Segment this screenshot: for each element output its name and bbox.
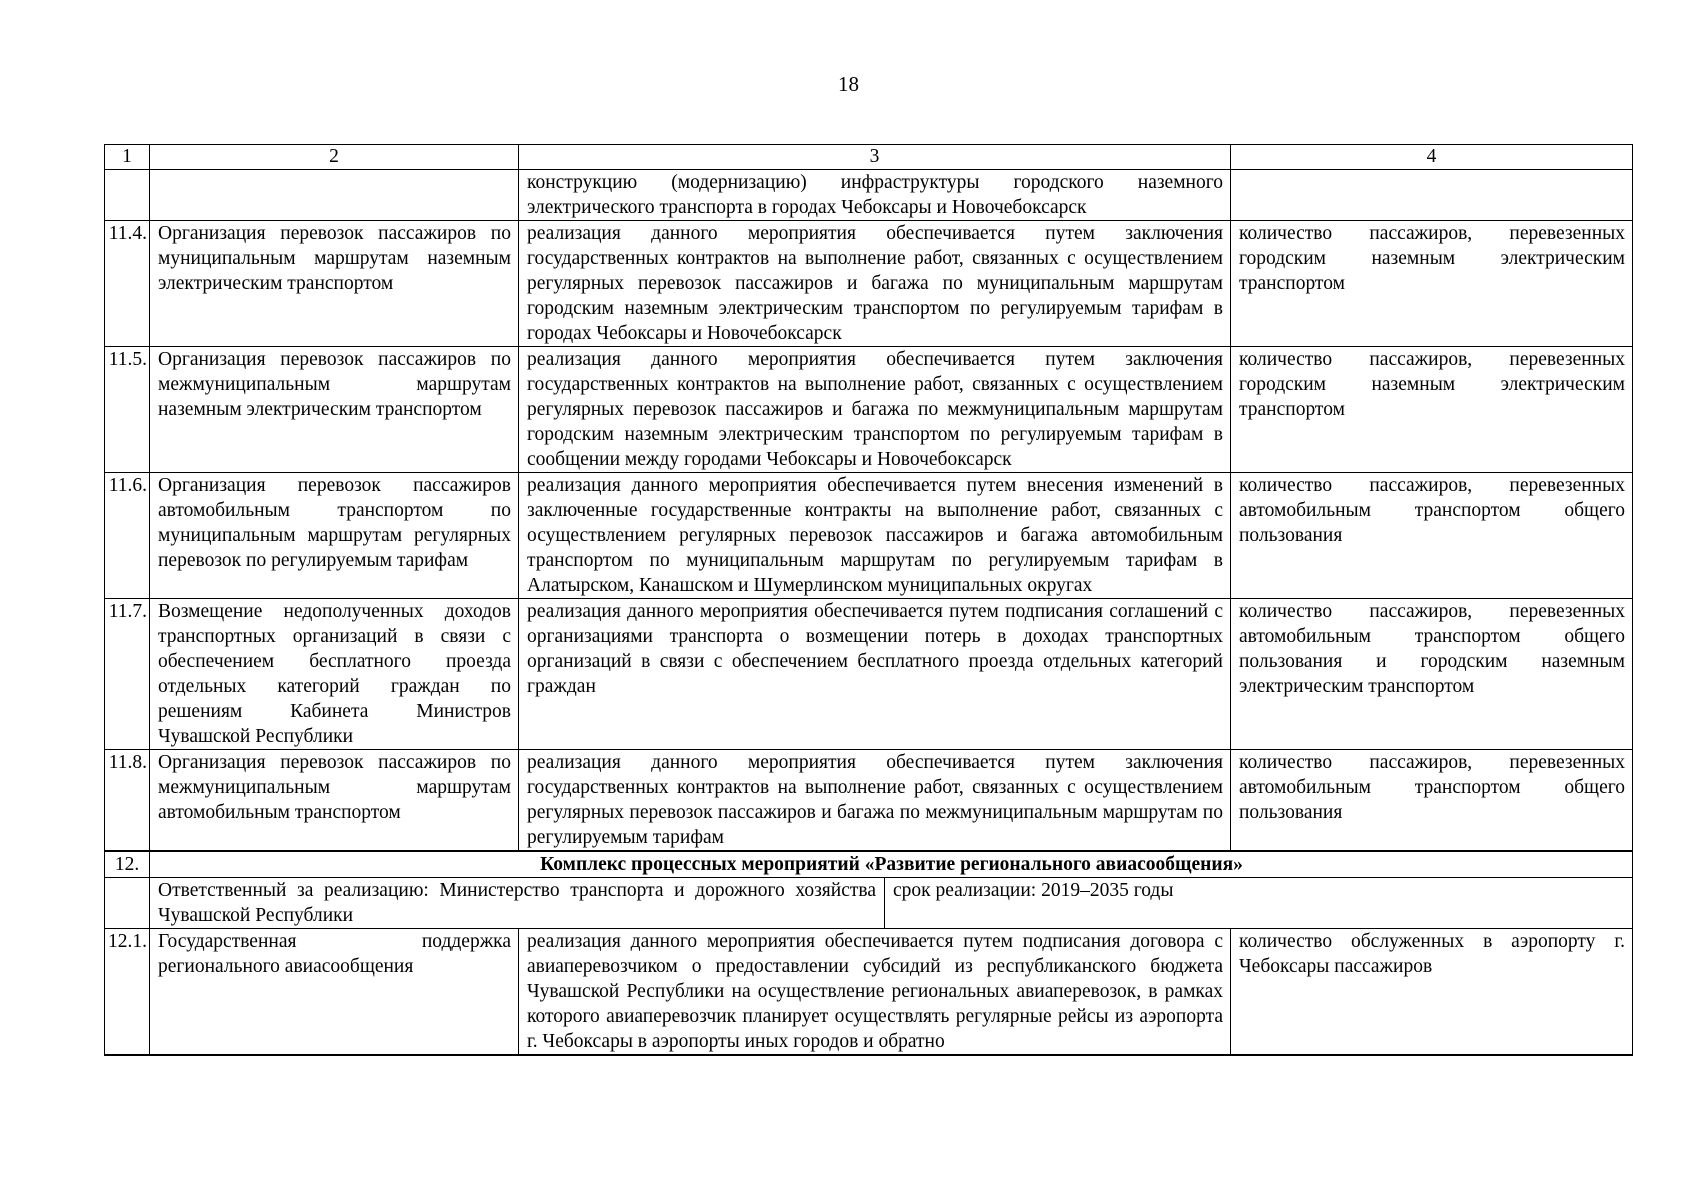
measure-indicator: количество пассажиров, перевезенных городским наземным электрическим транспортом	[1231, 347, 1633, 473]
measure-name: Организация перевозок пассажиров по межмуниципальным маршрутам автомобильным транспортом	[150, 750, 519, 852]
row-number: 11.8.	[105, 750, 150, 852]
measure-indicator: количество обслуженных в аэропорту г. Чебоксары пассажиров	[1231, 929, 1633, 1056]
measure-indicator: количество пассажиров, перевезенных автомобильным транспортом общего пользования и городским наземным электрическим транспортом	[1231, 599, 1633, 750]
row-number: 11.4.	[105, 221, 150, 347]
measure-name: Государственная поддержка регионального авиасообщения	[150, 929, 519, 1056]
measure-description: реализация данного мероприятия обеспечивается путем подписания договора с авиаперевозчиком о предоставлении субсидий из республиканского бюджета Чувашской Республики на осуществление региональных авиаперевозок, в рамках которого авиаперевозчик планирует осуществлять регулярные рейсы из аэропорта г. Чебоксары в аэропорты иных городов и обратно	[519, 929, 1231, 1056]
measure-description: реализация данного мероприятия обеспечивается путем заключения государственных контрактов на выполнение работ, связанных с осуществлением регулярных перевозок пассажиров и багажа по межмуниципальным маршрутам по регулируемым тарифам	[519, 750, 1231, 852]
table-row	[105, 473, 1633, 599]
measure-indicator: количество пассажиров, перевезенных автомобильным транспортом общего пользования	[1231, 750, 1633, 852]
measures-table	[104, 144, 1633, 1056]
measure-description: реализация данного мероприятия обеспечивается путем внесения изменений в заключенные государственные контракты на выполнение работ, связанных с осуществлением регулярных перевозок пассажиров и багажа автомобильным транспортом по муниципальным маршрутам по регулируемым тарифам в Алатырском, Канашском и Шумерлинском муниципальных округах	[519, 473, 1231, 599]
column-header-1: 1	[105, 145, 150, 170]
section-header-row	[105, 851, 1633, 878]
measure-indicator: количество пассажиров, перевезенных городским наземным электрическим транспортом	[1231, 221, 1633, 347]
row-number: 11.6.	[105, 473, 150, 599]
row-number	[105, 878, 150, 929]
table-header-row	[105, 145, 1633, 170]
measure-name	[150, 170, 519, 221]
table-row	[105, 599, 1633, 750]
table-row	[105, 221, 1633, 347]
table-row	[105, 347, 1633, 473]
measure-name: Организация перевозок пассажиров по муниципальным маршрутам наземным электрическим транспортом	[150, 221, 519, 347]
row-number: 11.7.	[105, 599, 150, 750]
measure-description: реализация данного мероприятия обеспечивается путем заключения государственных контрактов на выполнение работ, связанных с осуществлением регулярных перевозок пассажиров и багажа по межмуниципальным маршрутам городским наземным электрическим транспортом по регулируемым тарифам в сообщении между городами Чебоксары и Новочебоксарск	[519, 347, 1231, 473]
row-number: 12.1.	[105, 929, 150, 1056]
section-number: 12.	[105, 851, 150, 878]
column-header-4: 4	[1231, 145, 1633, 170]
section-responsible-row	[105, 878, 1633, 929]
page-number: 18	[838, 72, 859, 96]
section-term: срок реализации: 2019–2035 годы	[893, 880, 1174, 901]
table-row	[105, 929, 1633, 1056]
row-number	[105, 170, 150, 221]
measure-indicator: количество пассажиров, перевезенных автомобильным транспортом общего пользования	[1231, 473, 1633, 599]
measure-name: Возмещение недополученных доходов транспортных организаций в связи с обеспечением бесплатного проезда отдельных категорий граждан по решениям Кабинета Министров Чувашской Республики	[150, 599, 519, 750]
measure-description: реализация данного мероприятия обеспечивается путем заключения государственных контрактов на выполнение работ, связанных с осуществлением регулярных перевозок пассажиров и багажа по муниципальным маршрутам городским наземным электрическим транспортом по регулируемым тарифам в городах Чебоксары и Новочебоксарск	[519, 221, 1231, 347]
measure-indicator	[1231, 170, 1633, 221]
column-header-3: 3	[519, 145, 1231, 170]
responsible-cell	[150, 878, 1633, 929]
table-row	[105, 750, 1633, 852]
measure-description: реализация данного мероприятия обеспечивается путем подписания соглашений с организациями транспорта о возмещении потерь в доходах транспортных организаций в связи с обеспечением бесплатного проезда отдельных категорий граждан	[519, 599, 1231, 750]
column-header-2: 2	[150, 145, 519, 170]
measure-description: конструкцию (модернизацию) инфраструктуры городского наземного электрического транспорта в городах Чебоксары и Новочебоксарск	[519, 170, 1231, 221]
table-row-continuation	[105, 170, 1633, 221]
measure-name: Организация перевозок пассажиров по межмуниципальным маршрутам наземным электрическим транспортом	[150, 347, 519, 473]
section-responsible: Ответственный за реализацию: Министерство транспорта и дорожного хозяйства Чувашской Республики	[150, 878, 885, 928]
measure-name: Организация перевозок пассажиров автомобильным транспортом по муниципальным маршрутам регулярных перевозок по регулируемым тарифам	[150, 473, 519, 599]
section-title: Комплекс процессных мероприятий «Развитие регионального авиасообщения»	[150, 851, 1633, 878]
row-number: 11.5.	[105, 347, 150, 473]
